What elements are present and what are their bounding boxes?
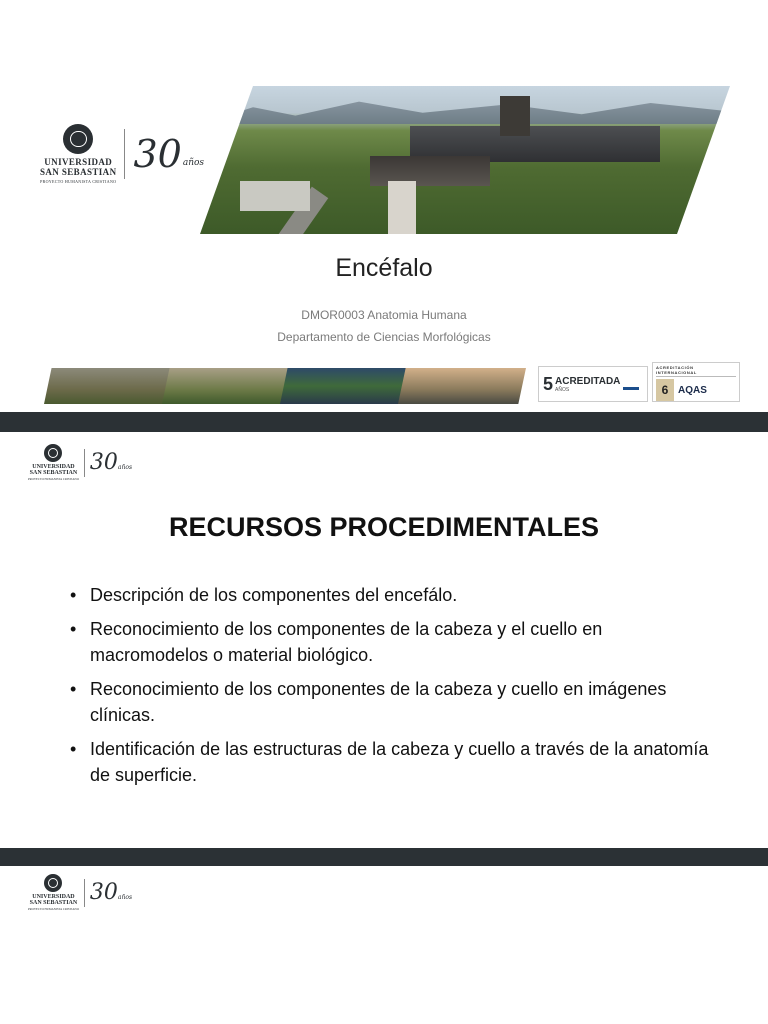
crest-icon — [44, 444, 62, 462]
bullet-icon: • — [70, 619, 77, 639]
aqas-years: 6 — [656, 379, 674, 401]
university-wordmark — [40, 124, 116, 184]
crest-icon — [63, 124, 93, 154]
photo-strip-3 — [280, 368, 406, 404]
campus-photo — [200, 86, 730, 234]
mountains — [200, 96, 730, 124]
slide-separator — [0, 412, 768, 432]
logo-line-1: UNIVERSIDAD — [44, 157, 113, 167]
university-logo — [28, 874, 132, 911]
slide-separator — [0, 848, 768, 866]
university-wordmark — [28, 444, 79, 481]
logo-divider — [84, 449, 85, 477]
list-item-text: Reconocimiento de los componentes de la cabeza y cuello en imágenes clínicas. — [90, 679, 667, 725]
anniversary-label: años — [117, 464, 133, 471]
slide-next — [0, 866, 768, 1024]
anniversary-number: 30 — [133, 132, 182, 176]
logo-line-1: UNIVERSIDAD — [32, 464, 75, 470]
course-code: DMOR0003 Anatomia Humana — [301, 308, 467, 322]
university-logo — [28, 444, 132, 481]
aqas-label: AQAS — [678, 384, 707, 396]
list-item — [70, 616, 710, 668]
anniversary-number: 30 — [89, 450, 118, 475]
accreditation-label: ACREDITADA — [555, 375, 621, 387]
university-logo — [40, 124, 204, 184]
bullet-list — [70, 582, 710, 796]
anniversary-number: 30 — [89, 880, 118, 905]
slide-resources — [0, 432, 768, 848]
logo-divider — [124, 129, 125, 179]
slide-heading: RECURSOS PROCEDIMENTALES — [168, 512, 600, 542]
accreditation-years-label: AÑOS — [555, 386, 570, 393]
list-item — [70, 582, 710, 608]
list-item-text: Descripción de los componentes del encefálo. — [90, 585, 458, 605]
photo-strip-4 — [398, 368, 526, 404]
crest-icon — [44, 874, 62, 892]
slide-title-text: Encéfalo — [335, 254, 433, 282]
photo-strip-1 — [44, 368, 170, 404]
photo-strip-2 — [162, 368, 288, 404]
bullet-icon: • — [70, 585, 77, 605]
department-name: Departamento de Ciencias Morfológicas — [277, 330, 491, 344]
anniversary-label: años — [117, 894, 133, 901]
accreditation-badge-aqas — [652, 362, 740, 402]
list-item — [70, 736, 710, 788]
bullet-icon: • — [70, 739, 77, 759]
list-item-text: Reconocimiento de los componentes de la cabeza y el cuello en macromodelos o material biológico. — [90, 619, 603, 665]
accreditation-badge-cna — [538, 366, 648, 402]
logo-tagline: PROYECTO HUMANISTA CRISTIANO — [28, 477, 79, 481]
slide-title — [0, 0, 768, 412]
list-item-text: Identificación de las estructuras de la cabeza y cuello a través de la anatomía de superficie. — [90, 739, 709, 785]
cna-logo-icon — [623, 378, 639, 390]
logo-line-2: SAN SEBASTIAN — [40, 167, 117, 177]
list-item — [70, 676, 710, 728]
logo-divider — [84, 879, 85, 907]
logo-line-1: UNIVERSIDAD — [32, 894, 75, 900]
bullet-icon: • — [70, 679, 77, 699]
aqas-header: ACREDITACIÓN INTERNACIONAL — [656, 365, 736, 377]
university-wordmark — [28, 874, 79, 911]
logo-line-2: SAN SEBASTIAN — [29, 900, 78, 906]
accreditation-years-number: 5 — [543, 374, 554, 394]
anniversary-label: años — [182, 158, 205, 168]
logo-tagline: PROYECTO HUMANISTA CRISTIANO — [28, 907, 79, 911]
logo-tagline: PROYECTO HUMANISTA CRISTIANO — [40, 179, 117, 184]
logo-line-2: SAN SEBASTIAN — [29, 470, 78, 476]
